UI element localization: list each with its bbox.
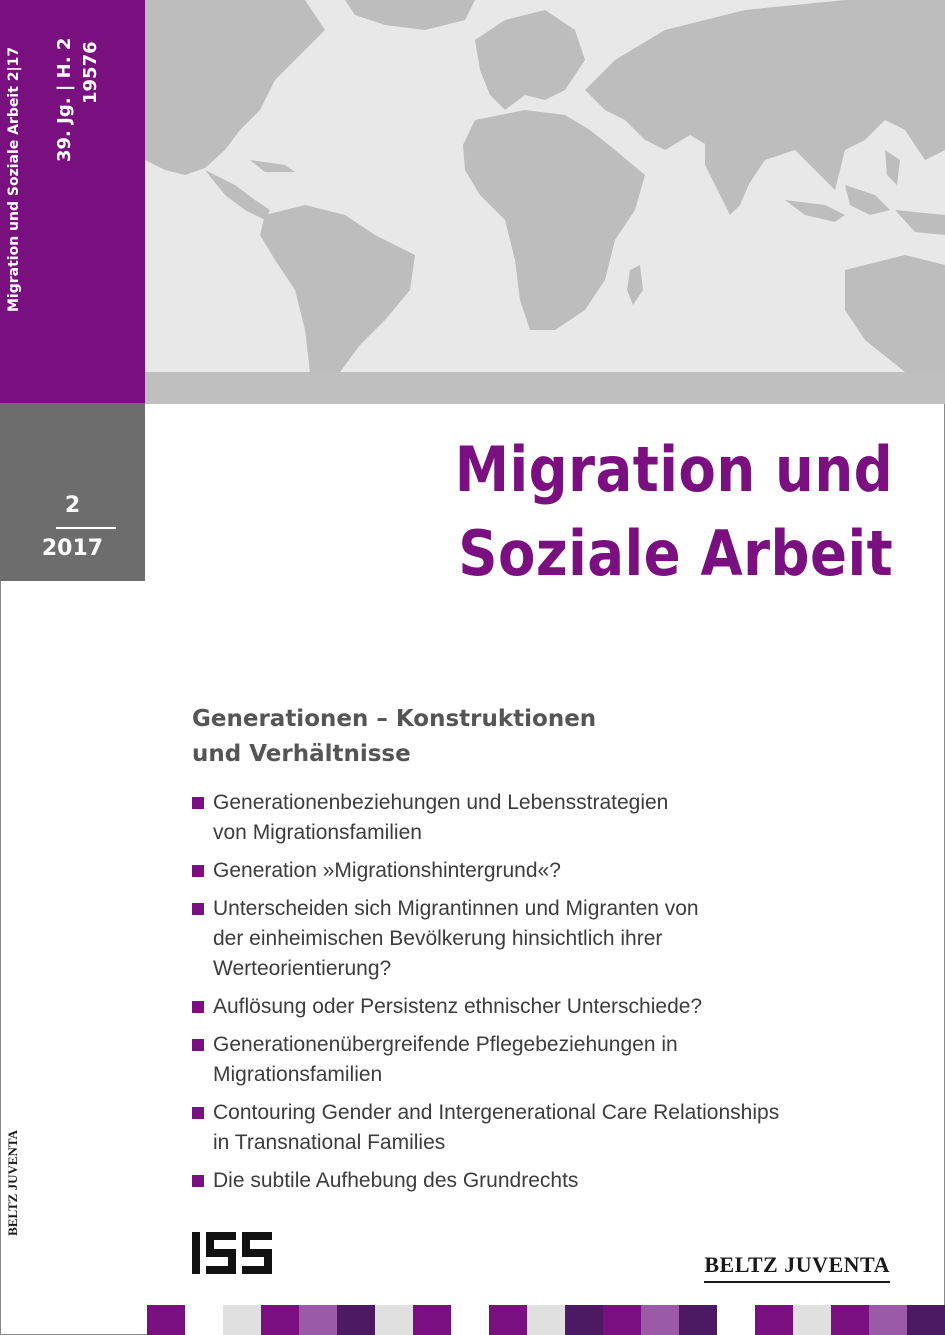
toc-item [192, 992, 892, 1022]
color-strip-segment [755, 1305, 793, 1335]
toc-item-line: Generationenbeziehungen und Lebensstrategien [213, 791, 669, 814]
color-strip-segment [793, 1305, 831, 1335]
bullet-square-icon [192, 865, 204, 877]
spine-code-line: 19576 [80, 41, 101, 104]
color-strip-segment [603, 1305, 641, 1335]
color-strip-segment [147, 1305, 185, 1335]
toc-item-line: Die subtile Aufhebung des Grundrechts [213, 1169, 579, 1192]
color-strip-segment [413, 1305, 451, 1335]
color-strip-segment [489, 1305, 527, 1335]
toc-item [192, 856, 892, 886]
issue-theme-line-1: Generationen – Konstruktionen [192, 706, 597, 732]
bullet-square-icon [192, 797, 204, 809]
toc-item-line: in Transnational Families [213, 1131, 446, 1154]
toc-item [192, 1098, 892, 1158]
toc-item-line: Migrationsfamilien [213, 1063, 383, 1086]
color-strip-segment [375, 1305, 413, 1335]
spine-journal-line: Migration und Soziale Arbeit 2|17 [6, 46, 22, 312]
toc-item-line: Generation »Migrationshintergrund«? [213, 859, 561, 882]
bullet-square-icon [192, 1175, 204, 1187]
issue-box [0, 403, 145, 581]
color-strip-segment [527, 1305, 565, 1335]
bullet-square-icon [192, 1107, 204, 1119]
color-strip-segment [641, 1305, 679, 1335]
world-map-graphic [145, 0, 945, 372]
toc-item-line: von Migrationsfamilien [213, 821, 422, 844]
color-strip-segment [261, 1305, 299, 1335]
color-strip-segment [907, 1305, 945, 1335]
issue-theme-line-2: und Verhältnisse [192, 741, 411, 767]
toc-item-line: der einheimischen Bevölkerung hinsichtlich ihrer [213, 927, 663, 950]
color-strip-segment [337, 1305, 375, 1335]
bullet-square-icon [192, 1001, 204, 1013]
spine-volume-line: 39. Jg. | H. 2 [54, 37, 75, 162]
color-strip-segment [869, 1305, 907, 1335]
journal-title [455, 428, 893, 596]
color-strip-segment [679, 1305, 717, 1335]
table-of-contents [192, 788, 892, 1204]
issue-theme [192, 702, 596, 772]
toc-item-line: Unterscheiden sich Migrantinnen und Migranten von [213, 897, 699, 920]
color-strip-segment [185, 1305, 223, 1335]
issue-divider [56, 527, 116, 529]
publisher-logo-rule [704, 1281, 890, 1283]
color-strip-segment [565, 1305, 603, 1335]
toc-item [192, 788, 892, 848]
publisher-logo [704, 1252, 890, 1278]
map-bottom-band [145, 372, 945, 404]
bullet-square-icon [192, 903, 204, 915]
toc-item-line: Contouring Gender and Intergenerational Care Relationships [213, 1101, 780, 1124]
journal-title-line-1: Migration und [454, 433, 893, 506]
color-strip [147, 1305, 945, 1335]
toc-item-line: Generationenübergreifende Pflegebeziehungen in [213, 1033, 678, 1056]
color-strip-segment [451, 1305, 489, 1335]
side-publisher-logo: BELTZ JUVENTA [5, 1130, 20, 1236]
publisher-logo-text: BELTZ JUVENTA [704, 1252, 890, 1277]
toc-item [192, 1030, 892, 1090]
bullet-square-icon [192, 1039, 204, 1051]
spine-block [0, 0, 145, 403]
color-strip-segment [299, 1305, 337, 1335]
color-strip-segment [831, 1305, 869, 1335]
world-map [145, 0, 945, 372]
issue-number: 2 [64, 493, 81, 518]
color-strip-segment [717, 1305, 755, 1335]
toc-item [192, 894, 892, 984]
journal-title-line-2: Soziale Arbeit [458, 517, 893, 590]
toc-item-line: Werteorientierung? [213, 957, 392, 980]
issue-year: 2017 [41, 536, 104, 561]
color-strip-segment [223, 1305, 261, 1335]
iss-logo [192, 1232, 274, 1274]
toc-item [192, 1166, 892, 1196]
toc-item-line: Auflösung oder Persistenz ethnischer Unterschiede? [213, 995, 703, 1018]
